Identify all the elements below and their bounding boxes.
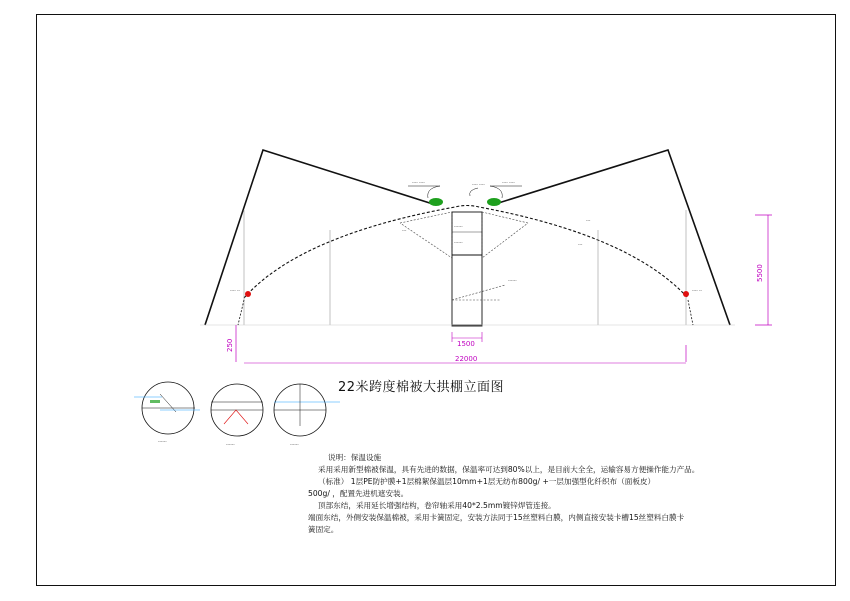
svg-text:---: --- [402, 228, 407, 233]
note-line: 簧固定。 [308, 525, 339, 534]
note-line: 端面东结，外侧安装保温棉被，采用卡簧固定，安装方法同于15丝塑料白膜，内侧直接安装卡槽15丝塑料白膜卡 [308, 513, 685, 522]
note-line: 顶部东结，采用延长增强结构，卷帘轴采用40*2.5mm镀锌焊管连接。 [318, 501, 556, 510]
side-height-label: 250 [226, 338, 234, 352]
note-line: 说明：保温设施 [328, 453, 382, 462]
brace-lines [452, 285, 505, 300]
svg-text:---: --- [578, 242, 583, 247]
span-label: 22000 [455, 355, 478, 363]
note-line: 采用采用新型棉被保温，具有先进的数据，保温率可达到80%以上，是目前大全全，运输容易方便操作能力产品。 [318, 465, 700, 474]
right-roller-icon [487, 198, 501, 206]
svg-text:------: ------ [454, 240, 463, 245]
svg-text:---- --: ---- -- [692, 288, 702, 293]
roller-leaders [408, 186, 522, 198]
svg-text:------: ------ [454, 224, 463, 229]
svg-text:------: ------ [158, 439, 167, 444]
note-line: （标准） 1层PE防护膜+1层棉絮保温层10mm+1层无纺布800g/ +一层加强型化纤织布（面板皮） [318, 477, 656, 486]
svg-text:---- --: ---- -- [230, 288, 240, 293]
detail-circle-3 [274, 384, 340, 447]
svg-text:------: ------ [290, 442, 299, 447]
detail-circle-1 [134, 382, 200, 444]
vertical-posts [244, 210, 686, 325]
svg-text:---- ----: ---- ---- [472, 182, 485, 187]
center-width-label: 1500 [457, 340, 475, 348]
detail-circle-2 [211, 384, 263, 447]
right-anchor-icon [683, 291, 689, 297]
svg-text:------: ------ [508, 278, 517, 283]
center-column [452, 212, 482, 326]
note-line: 500g/ ，配置先进机遮安装。 [308, 489, 409, 498]
svg-text:------: ------ [226, 442, 235, 447]
left-roller-icon [429, 198, 443, 206]
arch-dashed [244, 206, 688, 299]
quilt-roof-lines [205, 150, 730, 325]
inner-truss [400, 212, 528, 258]
svg-text:---- ----: ---- ---- [502, 180, 515, 185]
svg-text:---: --- [586, 218, 591, 223]
left-anchor-icon [245, 291, 251, 297]
drawing-notes [308, 452, 818, 536]
svg-text:---- ----: ---- ---- [412, 180, 425, 185]
drawing-title: 22米跨度棉被大拱棚立面图 [338, 380, 505, 395]
height-label: 5500 [756, 264, 764, 282]
